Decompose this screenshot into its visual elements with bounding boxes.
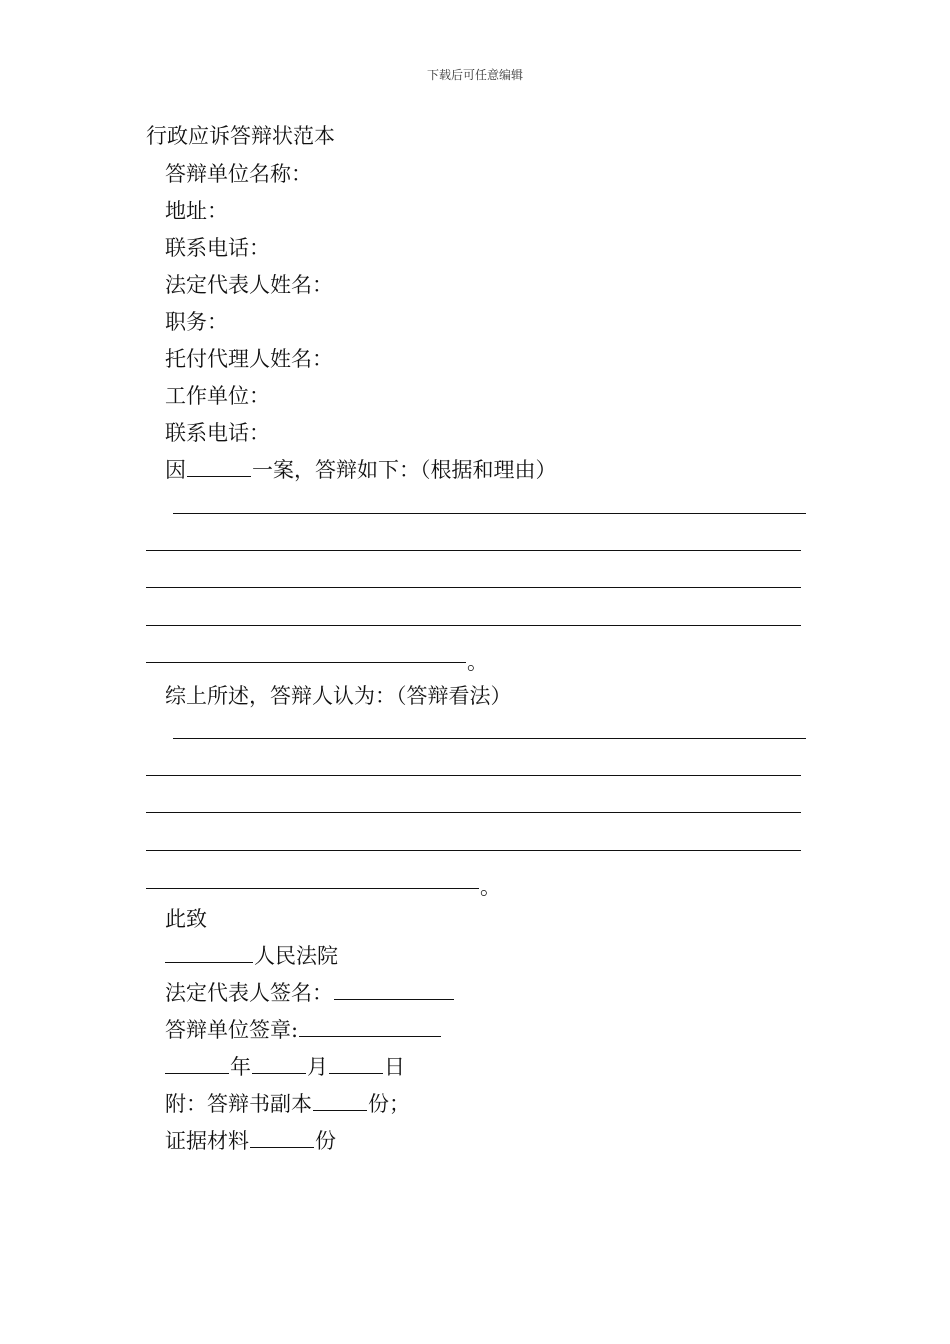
field-position: 职务： bbox=[165, 310, 228, 334]
court-suffix: 人民法院 bbox=[254, 944, 338, 968]
conclusion-rule-line bbox=[146, 850, 801, 851]
day-label: 日 bbox=[384, 1055, 405, 1079]
date-line bbox=[165, 1053, 405, 1081]
year-label: 年 bbox=[230, 1055, 251, 1079]
case-prefix: 因 bbox=[165, 458, 186, 482]
document-title: 行政应诉答辩状范本 bbox=[146, 124, 335, 148]
answer-rule-line bbox=[146, 625, 801, 626]
month-blank bbox=[252, 1053, 306, 1074]
conclusion-rule-line bbox=[173, 738, 806, 739]
case-line bbox=[165, 456, 557, 484]
unit-seal-line bbox=[165, 1016, 442, 1044]
conclusion-rule-line bbox=[146, 775, 801, 776]
month-label: 月 bbox=[307, 1055, 328, 1079]
field-agent-phone: 联系电话： bbox=[165, 421, 270, 445]
attachment-count-blank bbox=[313, 1090, 367, 1111]
case-name-blank bbox=[187, 456, 251, 477]
conclusion-line: 综上所述，答辩人认为：（答辩看法） bbox=[165, 684, 512, 708]
field-address: 地址： bbox=[165, 199, 228, 223]
header-note: 下载后可任意编辑 bbox=[426, 68, 523, 82]
attachment-unit: 份； bbox=[368, 1092, 410, 1116]
case-description: 一案，答辩如下：（根据和理由） bbox=[252, 458, 557, 482]
attachment-line bbox=[165, 1090, 410, 1118]
evidence-line bbox=[165, 1127, 336, 1155]
rep-sign-line bbox=[165, 979, 455, 1007]
field-respondent-unit: 答辩单位名称： bbox=[165, 162, 312, 186]
court-name-blank bbox=[165, 942, 253, 963]
court-line bbox=[165, 942, 338, 970]
conclusion-rule-line bbox=[146, 888, 479, 889]
conclusion-rule-line bbox=[146, 812, 801, 813]
conclusion-period: 。 bbox=[480, 875, 501, 899]
attachment-label: 附：答辩书副本 bbox=[165, 1092, 312, 1116]
evidence-unit: 份 bbox=[315, 1129, 336, 1153]
evidence-count-blank bbox=[250, 1127, 314, 1148]
answer-rule-line bbox=[173, 513, 806, 514]
day-blank bbox=[329, 1053, 383, 1074]
answer-rule-line bbox=[146, 550, 801, 551]
evidence-label: 证据材料 bbox=[165, 1129, 249, 1153]
field-legal-rep-name: 法定代表人姓名： bbox=[165, 273, 333, 297]
year-blank bbox=[165, 1053, 229, 1074]
answer-period: 。 bbox=[467, 650, 488, 674]
field-phone: 联系电话： bbox=[165, 236, 270, 260]
unit-seal-label: 答辩单位签章: bbox=[165, 1018, 299, 1042]
field-agent-name: 托付代理人姓名： bbox=[165, 347, 333, 371]
rep-sign-label: 法定代表人签名： bbox=[165, 981, 333, 1005]
field-work-unit: 工作单位： bbox=[165, 384, 270, 408]
answer-rule-line bbox=[146, 662, 466, 663]
rep-sign-blank bbox=[334, 979, 454, 1000]
salutation: 此致 bbox=[165, 907, 207, 931]
unit-seal-blank bbox=[299, 1016, 441, 1037]
answer-rule-line bbox=[146, 587, 801, 588]
